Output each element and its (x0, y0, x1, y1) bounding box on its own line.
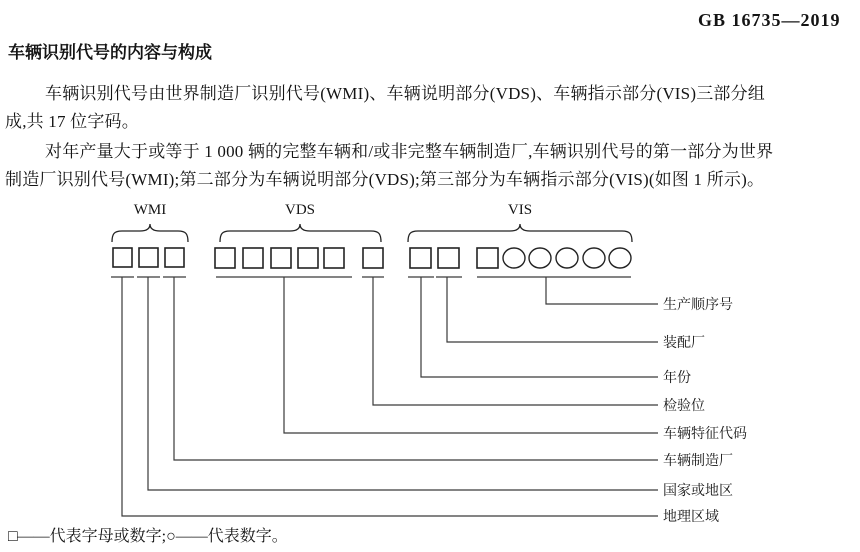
callout-line-country-region (148, 277, 658, 490)
callout-labels (663, 296, 747, 525)
character-box (324, 248, 344, 268)
callout-line-check-digit (373, 277, 658, 405)
digit-circle (609, 248, 631, 268)
callout-label-vehicle-descriptor: 车辆特征代码 (663, 427, 747, 442)
legend-note: □——代表字母或数字;○——代表数字。 (8, 528, 288, 545)
character-box (243, 248, 263, 268)
vds-brace (220, 224, 381, 242)
doc-number: GB 16735—2019 (698, 10, 841, 30)
character-box (477, 248, 498, 268)
character-box (139, 248, 158, 267)
callout-line-year (421, 277, 658, 377)
digit-circle (529, 248, 551, 268)
check-digit-box (363, 248, 383, 268)
vis-group (408, 202, 632, 277)
paragraph-2-line-1: 对年产量大于或等于 1 000 辆的完整车辆和/或非完整车辆制造厂,车辆识别代号的第一部分为世界 (45, 142, 774, 161)
character-box (298, 248, 318, 268)
vds-group (215, 202, 384, 277)
callout-line-geographic-area (122, 277, 658, 516)
character-box (165, 248, 184, 267)
callout-lines (122, 277, 658, 516)
vds-group-label: VDS (284, 202, 316, 218)
callout-label-check-digit: 检验位 (663, 399, 705, 414)
paragraph-1-line-1: 车辆识别代号由世界制造厂识别代号(WMI)、车辆说明部分(VDS)、车辆指示部分(VIS)三部分组 (45, 84, 765, 103)
wmi-brace (112, 224, 188, 242)
callout-line-assembly-plant (447, 277, 658, 342)
callout-label-geographic-area: 地理区域 (663, 510, 719, 525)
page-title: 车辆识别代号的内容与构成 (8, 43, 212, 62)
digit-circle (503, 248, 525, 268)
callout-label-assembly-plant: 装配厂 (663, 336, 705, 351)
callout-label-manufacturer: 车辆制造厂 (663, 454, 733, 469)
paragraph-1-line-2: 成,共 17 位字码。 (5, 112, 139, 131)
callout-label-serial-number: 生产顺序号 (663, 298, 733, 313)
character-box (271, 248, 291, 268)
vis-group-label: VIS (507, 202, 533, 218)
vis-brace (408, 224, 632, 242)
wmi-group (111, 202, 188, 277)
callout-label-year: 年份 (663, 371, 691, 386)
callout-line-serial-number (546, 277, 658, 304)
character-box (215, 248, 235, 268)
callout-line-vehicle-descriptor (284, 277, 658, 433)
paragraph-2-line-2: 制造厂识别代号(WMI);第二部分为车辆说明部分(VDS);第三部分为车辆指示部分(VIS)(如图 1 所示)。 (5, 170, 765, 189)
digit-circle (583, 248, 605, 268)
character-box (113, 248, 132, 267)
digit-circle (556, 248, 578, 268)
callout-label-country-region: 国家或地区 (663, 484, 733, 499)
character-box (438, 248, 459, 268)
character-box (410, 248, 431, 268)
wmi-group-label: WMI (133, 202, 167, 218)
vin-structure-diagram (0, 196, 860, 526)
